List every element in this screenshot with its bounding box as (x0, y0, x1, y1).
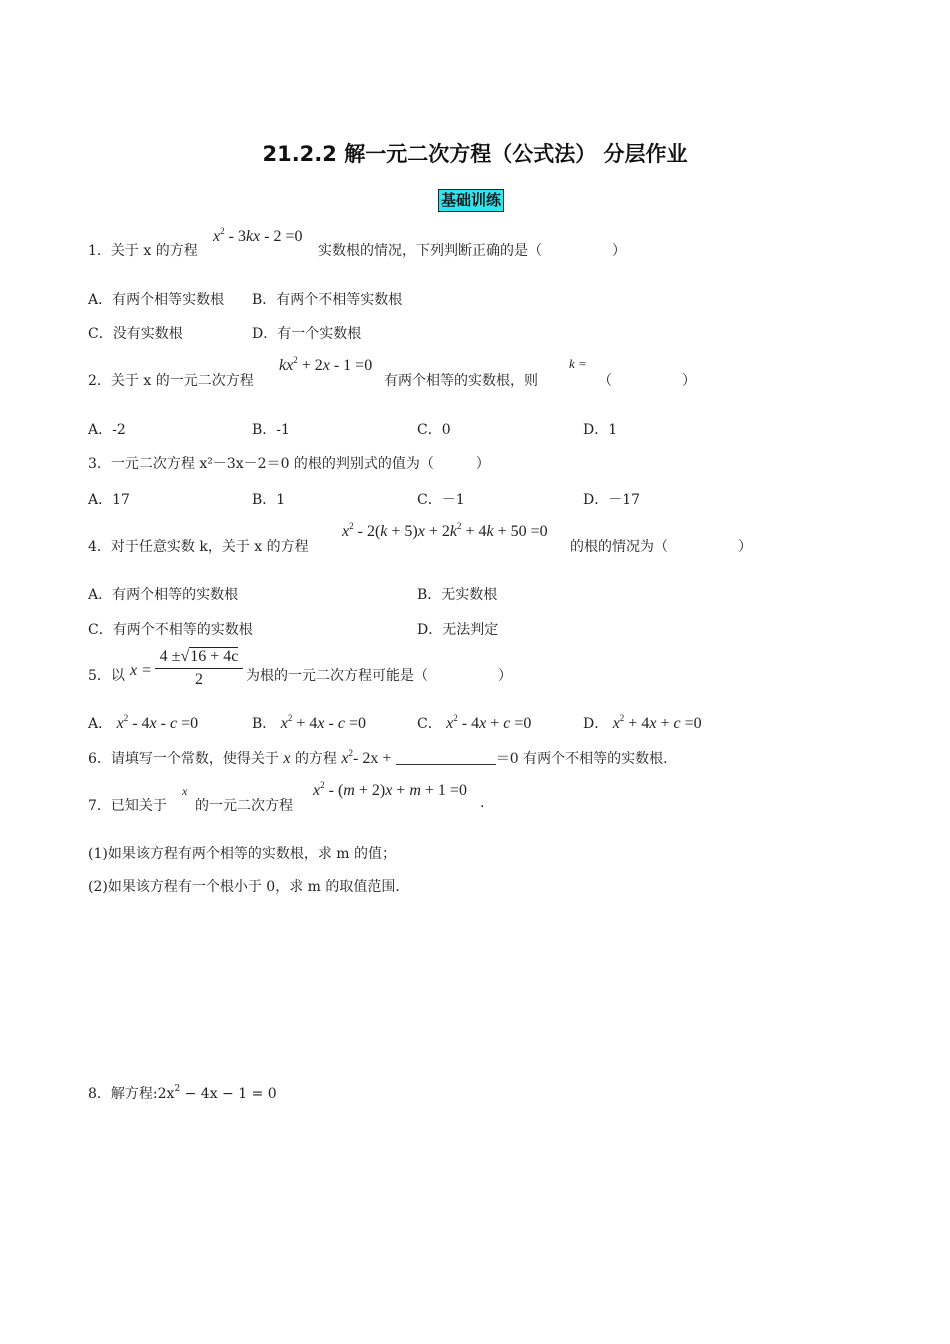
question-4-option-d[interactable]: D．无法判定 (417, 622, 499, 638)
question-4-option-b[interactable]: B．无实数根 (417, 587, 498, 603)
question-3-option-c[interactable]: C．－1 (417, 492, 465, 508)
question-3-option-d[interactable]: D．－17 (583, 492, 641, 508)
question-7-var: x (182, 784, 188, 798)
question-5-option-c[interactable]: C． $x^2 - 4x + c =0$ (417, 713, 532, 732)
question-7-sub-1: (1)如果该方程有两个相等的实数根，求 m 的值； (88, 846, 397, 862)
question-5-radicand: 16 + 4c (190, 648, 239, 665)
question-6-line: 6．请填写一个常数，使得关于 x 的方程 $x^2-$ 2x + ＝0 有两个不相等的实数根． (88, 748, 678, 767)
question-7-middle: 的一元二次方程 (195, 798, 293, 814)
question-3-text: 3．一元二次方程 x²－3x－2＝0 的根的判别式的值为（ ） (88, 456, 490, 472)
question-5-suffix: 为根的一元二次方程可能是（ ） (246, 668, 512, 684)
option-d-letter: D． (583, 716, 609, 732)
question-6-middle: 的方程 (294, 751, 337, 767)
question-7-end: . (480, 795, 485, 811)
question-8-prefix: 8．解方程:2x (88, 1086, 175, 1102)
question-5-option-b[interactable]: B． $x^2 + 4x - c =0$ (252, 713, 366, 732)
question-2-option-c[interactable]: C．0 (417, 422, 451, 438)
question-4-option-a[interactable]: A．有两个相等的实数根 (88, 587, 239, 603)
question-4-option-c[interactable]: C．有两个不相等的实数根 (88, 622, 253, 638)
question-2-equation: $kx^2 + 2x - 1 =0$ (279, 355, 373, 374)
question-1-option-d[interactable]: D．有一个实数根 (252, 326, 362, 342)
question-1-option-b[interactable]: B．有两个不相等实数根 (252, 292, 403, 308)
section-label: 基础训练 (438, 189, 504, 212)
question-6-var: x (283, 750, 291, 767)
question-2-prefix: 2．关于 x 的一元二次方程 (88, 373, 254, 389)
question-2-option-b[interactable]: B．-1 (252, 422, 290, 438)
question-7-prefix: 7．已知关于 (88, 798, 167, 814)
option-b-letter: B． (252, 716, 277, 732)
question-5-fraction: $\frac{4 \pm√16 + 4c}{2}$ (155, 648, 243, 689)
question-3-option-a[interactable]: A．17 (88, 492, 130, 508)
question-1-equation: $x^2 - 3kx - 2 =0$ (213, 226, 303, 245)
option-c-letter: C． (417, 716, 442, 732)
question-2-k-label: k = (569, 356, 587, 371)
question-6-prefix: 6．请填写一个常数，使得关于 (88, 751, 279, 767)
question-8-suffix: − 4x − 1 = 0 (180, 1086, 277, 1102)
question-5-prefix: 5．以 (88, 668, 125, 684)
page-title: 21.2.2 解一元二次方程（公式法） 分层作业 (262, 142, 688, 166)
question-1-suffix: 实数根的情况，下列判断正确的是（ ） (318, 243, 626, 259)
question-5-numerator: 4 ± (159, 648, 181, 665)
question-4-suffix: 的根的情况为（ ） (570, 539, 752, 555)
question-1-option-c[interactable]: C．没有实数根 (88, 326, 183, 342)
question-3-option-b[interactable]: B．1 (252, 492, 286, 508)
question-4-prefix: 4．对于任意实数 k，关于 x 的方程 (88, 539, 309, 555)
question-8 (88, 1083, 277, 1103)
question-4-equation: $x^2 - 2(k + 5)x + 2k^2 + 4k + 50 =0$ (342, 521, 548, 540)
option-a-letter: A． (88, 716, 113, 732)
question-5-option-a[interactable]: A． $x^2 - 4x - c =0$ (88, 713, 199, 732)
question-7-equation: $x^2 - (m + 2)x + m + 1 =0$ (313, 780, 467, 799)
question-2-option-a[interactable]: A．-2 (88, 422, 126, 438)
question-5-x-equals: x = (130, 662, 152, 679)
question-2-middle: 有两个相等的实数根，则 (384, 373, 538, 389)
question-5-option-d[interactable]: D． $x^2 + 4x + c =0$ (583, 713, 702, 732)
question-2-suffix: （ ） (598, 373, 696, 389)
question-1-option-a[interactable]: A．有两个相等实数根 (88, 292, 225, 308)
question-6-eq-part: - 2x + (353, 750, 392, 767)
question-5-denominator: 2 (195, 671, 203, 688)
question-7-sub-2: (2)如果该方程有一个根小于 0，求 m 的取值范围． (88, 879, 410, 895)
question-8-sup: 2 (174, 1084, 181, 1094)
question-1-prefix: 1．关于 x 的方程 (88, 243, 198, 259)
question-6-suffix: ＝0 有两个不相等的实数根． (495, 751, 678, 767)
question-2-option-d[interactable]: D．1 (583, 422, 618, 438)
question-6-answer-blank[interactable] (396, 750, 496, 765)
